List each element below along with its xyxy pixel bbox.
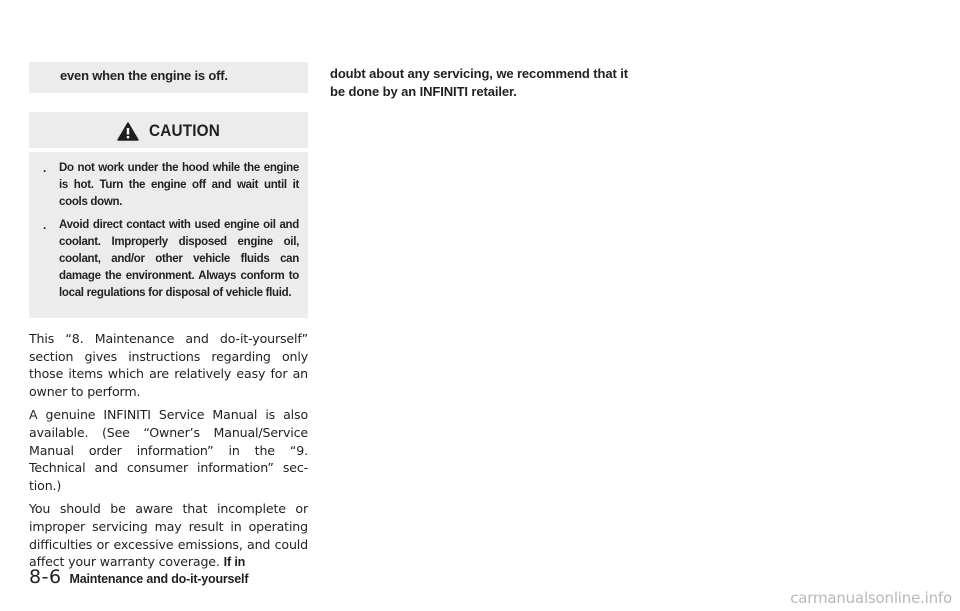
top-note-box xyxy=(29,62,308,93)
caution-title: CAUTION xyxy=(149,121,220,140)
paragraph-section-intro: This “8. Maintenance and do-it-yourself” section gives instructions regarding only those items which are relatively easy for an owner to perform. xyxy=(29,331,308,399)
page-footer xyxy=(29,566,248,588)
caution-item xyxy=(43,160,299,211)
caution-body xyxy=(29,152,308,318)
watermark: carmanualsonline.info xyxy=(790,589,952,607)
caution-item-text: Do not work under the hood while the engine is hot. Turn the engine off and wait until it cools down. xyxy=(59,162,299,208)
right-column-text: doubt about any servicing, we recommend that it be done by an INFINITI retailer. xyxy=(330,66,628,99)
paragraph-servicing-warning xyxy=(29,500,308,571)
paragraph-servicing-text: You should be aware that incomplete or improper servicing may result in operating difficulties or excessive emissions, and could affect your warranty coverage. xyxy=(29,501,308,570)
caution-heading xyxy=(117,121,228,141)
left-column-body xyxy=(29,330,308,578)
caution-list xyxy=(43,160,299,308)
bullet-dot: . xyxy=(43,218,47,232)
bullet-dot: . xyxy=(43,161,47,175)
caution-item xyxy=(43,217,299,302)
footer-section-name: Maintenance and do-it-yourself xyxy=(69,572,249,586)
caution-header xyxy=(29,112,308,148)
warning-triangle-icon xyxy=(117,122,139,141)
top-note-text: even when the engine is off. xyxy=(60,68,228,83)
caution-item-text: Avoid direct contact with used engine oil and coolant. Improperly disposed engine oil, coolant, and/or other vehicle fluids can damage the environment. Always conform to local regulations for disposal of vehicle fluid. xyxy=(59,219,299,299)
paragraph-servicing-bold: If in xyxy=(223,555,246,570)
paragraph-service-manual: A genuine INFINITI Service Manual is also available. (See “Owner’s Manual/Service Manual order information” in the “9. Technical and consumer information” sec-tion.) xyxy=(29,407,308,493)
page-number: 8-6 xyxy=(29,566,62,588)
